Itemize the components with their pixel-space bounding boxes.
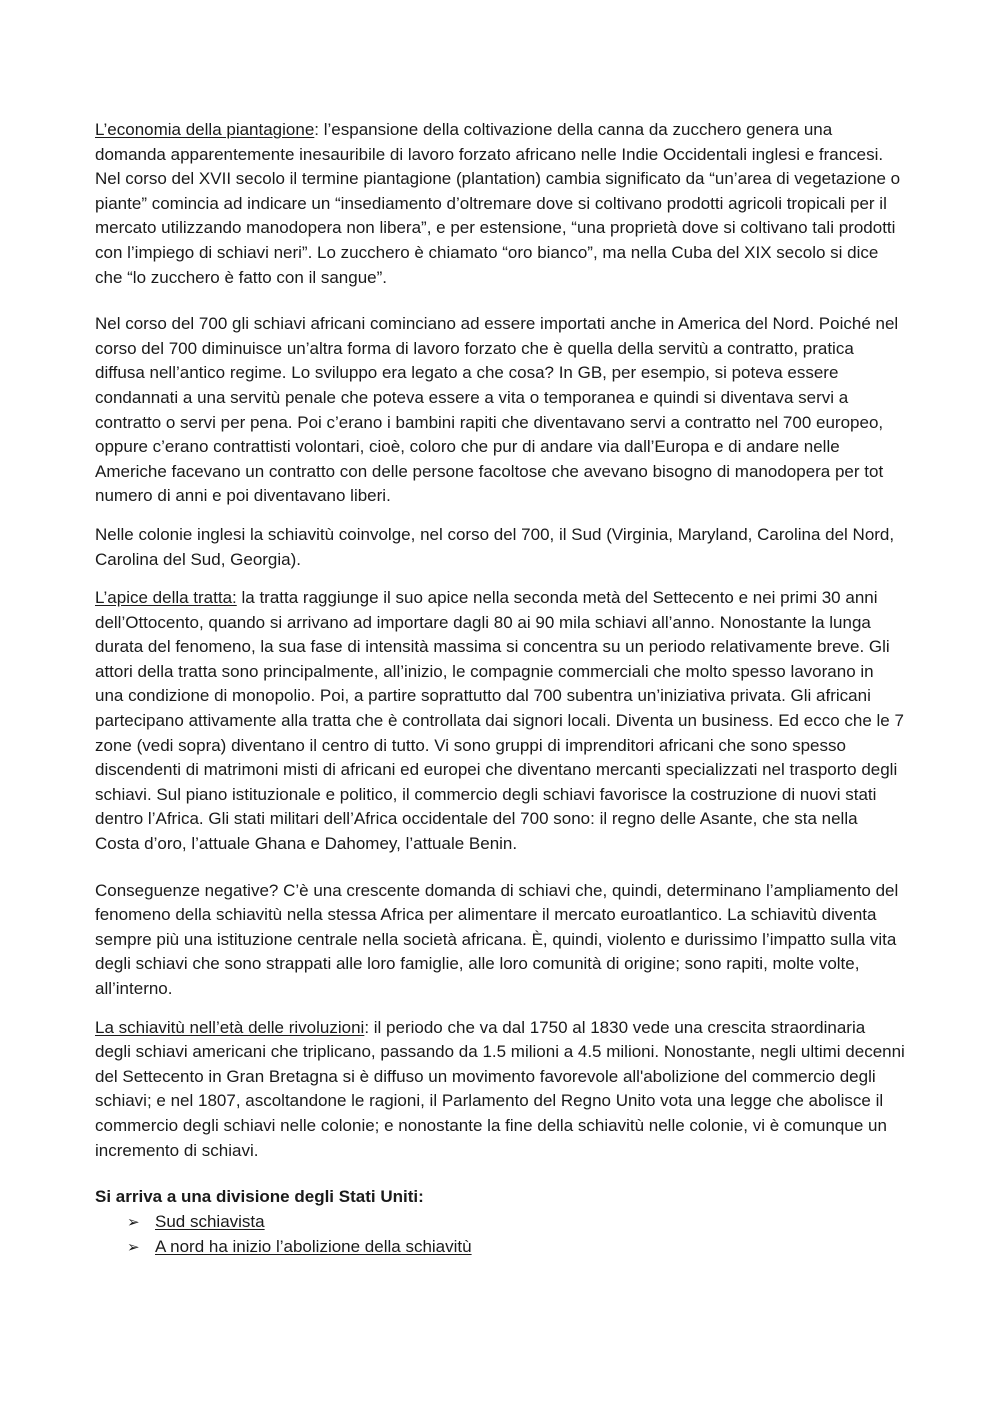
section-heading-plantation: L’economia della piantagione [95,120,315,139]
paragraph-text: : l’espansione della coltivazione della canna da zucchero genera una domanda apparentemente inesauribile di lavoro forzato africano nelle Indie Occidentali inglesi e francesi. Nel corso del XVII secolo il termine piantagione (plantation) cambia significato da “un’area di vegetazione o piante” comincia ad indicare un “insediamento d’oltremare dove si coltivano prodotti agricoli tropicali per il mercato utilizzando manodopera non libera”, e per estensione, “una proprietà dove si coltivano tali prodotti con l’impiego di schiavi neri”. Lo zucchero è chiamato “oro bianco”, ma nella Cuba del XIX secolo si dice che “lo zucchero è fatto con il sangue”. [95,120,901,287]
section-heading-trade-peak: L’apice della tratta: [95,588,237,608]
list-item-text: A nord ha inizio l’abolizione della schiavitù [155,1237,472,1257]
paragraph-text: Nel corso del 700 gli schiavi africani cominciano ad essere importati anche in America del Nord. Poiché nel corso del 700 diminuisce un’altra forma di lavoro forzato che è quella della servitù a contratto, pratica diffusa nell’antico regime. Lo sviluppo era legato a che cosa? In GB, per esempio, si poteva essere condannati a una servitù penale che poteva essere a vita o temporanea e quindi si diventava servi a contratto o servi per pena. Poi c’erano i bambini rapiti che diventavano servi a contratto nel 700 europeo, oppure c’erano contrattisti volontari, cioè, coloro che pur di andare via dall’Europa e di andare nelle Americhe facevano un contratto con delle persone facoltose che avevano bisogno di manodopera per tot numero di anni e poi diventavano liberi. [95,314,899,506]
list-item [127,1210,905,1236]
list-item [127,1235,905,1261]
section-heading-revolutions: La schiavitù nell’età delle rivoluzioni [95,1017,365,1037]
paragraph-negative-consequences [95,879,905,1002]
list-item-text: Sud schiavista [155,1211,265,1231]
paragraph-trade-peak [95,586,905,857]
paragraph-age-of-revolutions [95,1016,905,1164]
paragraph-text: la tratta raggiunge il suo apice nella seconda metà del Settecento e nei primi 30 anni dell’Ottocento, quando si arrivano ad importare dagli 80 ai 90 mila schiavi all’anno. Nonostante la lunga durata del fenomeno, la sua fase di intensità massima si concentra su un periodo relativamente breve. Gli attori della tratta sono principalmente, all’inizio, le compagnie commerciali che molto spesso lavorano in una condizione di monopolio. Poi, a partire soprattutto dal 700 subentra un’iniziativa privata. Gli africani partecipano attivamente alla tratta che è controllata dai signori locali. Diventa un business. Ed ecco che le 7 zone (vedi sopra) diventano il centro di tutto. Vi sono gruppi di imprenditori africani che sono spesso discendenti di matrimoni misti di africani ed europei che diventano mercanti specializzati nel trasporto degli schiavi. Sul piano istituzionale e politico, il commercio degli schiavi favorisce la costruzione di nuovi stati dentro l’Africa. Gli stati militari dell’Africa occidentale del 700 sono: il regno delle Asante, che sta nella Costa d’oro, l’attuale Ghana e Dahomey, l’attuale Benin. [95,588,904,854]
paragraph-english-colonies [95,523,905,572]
paragraph-text: Nelle colonie inglesi la schiavitù coinvolge, nel corso del 700, il Sud (Virginia, Maryland, Carolina del Nord, Carolina del Sud, Georgia). [95,524,895,569]
arrow-bullet-icon: ➢ [127,1239,140,1257]
paragraph-text: : il periodo che va dal 1750 al 1830 vede una crescita straordinaria degli schiavi americani che triplicano, passando da 1.5 milioni a 4.5 milioni. Nonostante, negli ultimi decenni del Settecento in Gran Bretagna si è diffuso un movimento favorevole all'abolizione del commercio degli schiavi; e nel 1807, ascoltandone le ragioni, il Parlamento del Regno Unito vota una legge che abolisce il commercio degli schiavi nelle colonie; e nonostante la fine della schiavitù nelle colonie, vi è comunque un incremento di schiavi. [95,1017,905,1160]
division-heading: Si arriva a una divisione degli Stati Uniti: [95,1187,424,1207]
paragraph-north-america [95,312,905,509]
paragraph-plantation-economy [95,118,905,290]
paragraph-text: Conseguenze negative? C’è una crescente domanda di schiavi che, quindi, determinano l’ampliamento del fenomeno della schiavitù nella stessa Africa per alimentare il mercato euroatlantico. La schiavitù diventa sempre più una istituzione centrale nella società africana. È, quindi, violento e durissimo l’impatto sulla vita degli schiavi che sono strappati alle loro famiglie, alle loro comunità di origine; sono rapiti, molte volte, all’interno. [95,880,899,998]
division-list [95,1210,905,1261]
arrow-bullet-icon: ➢ [127,1213,140,1231]
